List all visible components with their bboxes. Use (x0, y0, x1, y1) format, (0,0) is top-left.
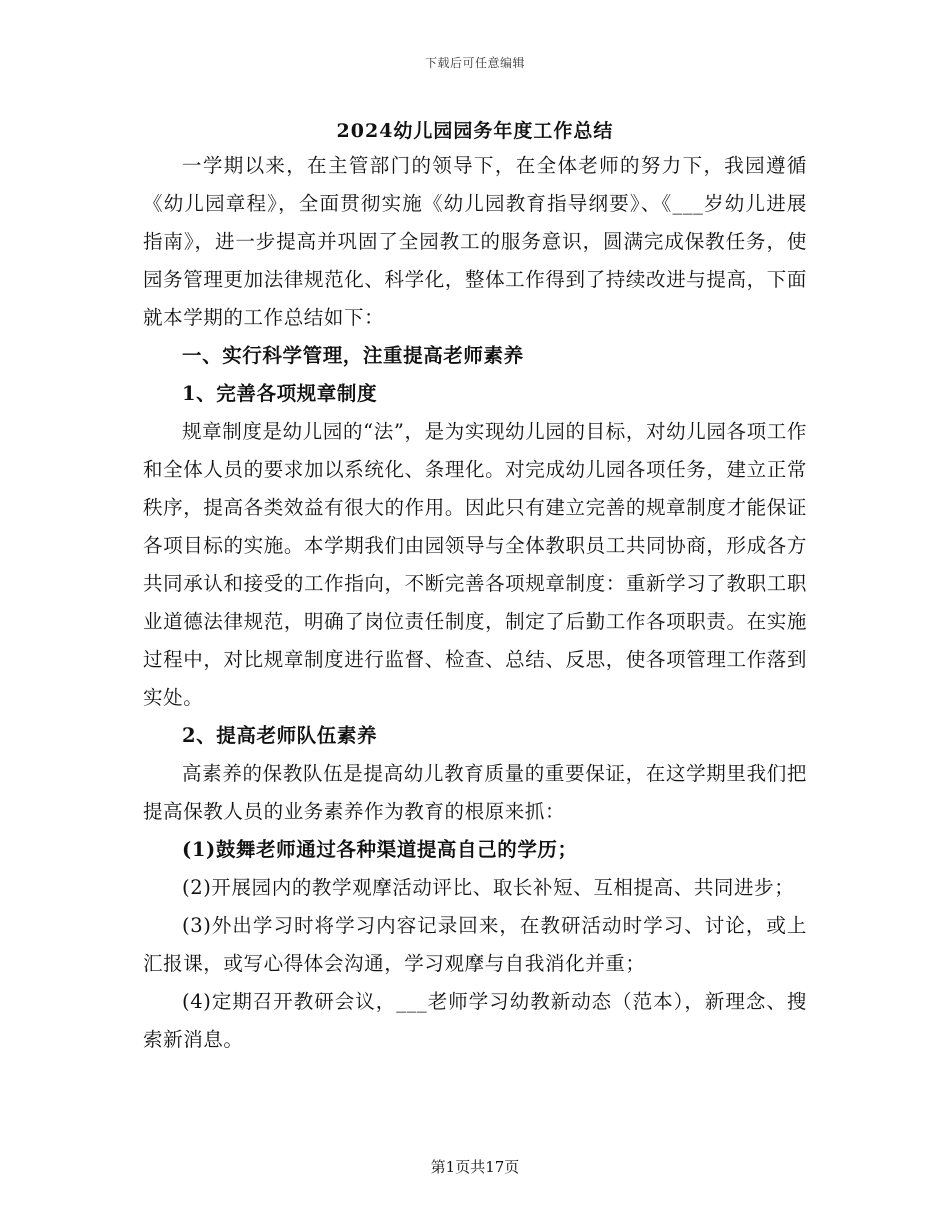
section-heading-1: 一、实行科学管理，注重提高老师素养 (182, 344, 524, 367)
subsection-heading-1: 1、完善各项规章制度 (182, 382, 378, 405)
list-item-2: (2)开展园内的教学观摩活动评比、取长补短、互相提高、共同进步； (182, 876, 795, 899)
list-item-4: (4)定期召开教研会议，___老师学习幼教新动态（范本），新理念、搜索新消息。 (143, 990, 807, 1051)
page-number: 第1页共17页 (430, 1158, 520, 1176)
intro-paragraph: 一学期以来，在主管部门的领导下，在全体老师的努力下，我园遵循《幼儿园章程》，全面贯彻实施《幼儿园教育指导纲要》、《___岁幼儿进展指南》，进一步提高并巩固了全园教工的服务意识，圆满完成保教任务，使园务管理更加法律规范化、科学化，整体工作得到了持续改进与提高，下面就本学期的工作总结如下： (143, 154, 807, 329)
document-title: 2024幼儿园园务年度工作总结 (336, 120, 614, 142)
quality-paragraph: 高素养的保教队伍是提高幼儿教育质量的重要保证，在这学期里我们把提高保教人员的业务素养作为教育的根原来抓： (143, 762, 807, 823)
header-note: 下载后可任意编辑 (424, 56, 525, 70)
rules-paragraph: 规章制度是幼儿园的“法”，是为实现幼儿园的目标，对幼儿园各项工作和全体人员的要求加以系统化、条理化。对完成幼儿园各项任务，建立正常秩序，提高各类效益有很大的作用。因此只有建立完善的规章制度才能保证各项目标的实施。本学期我们由园领导与全体教职员工共同协商，形成各方共同承认和接受的工作指向，不断完善各项规章制度：重新学习了教职工职业道德法律规范，明确了岗位责任制度，制定了后勤工作各项职责。在实施过程中，对比规章制度进行监督、检查、总结、反思，使各项管理工作落到实处。 (143, 420, 807, 709)
document-body (143, 147, 807, 1059)
list-item-3: (3)外出学习时将学习内容记录回来，在教研活动时学习、讨论，或上汇报课，或写心得体会沟通，学习观摩与自我消化并重； (143, 914, 807, 975)
subsection-heading-2: 2、提高老师队伍素养 (182, 724, 378, 747)
list-item-1: (1)鼓舞老师通过各种渠道提高自己的学历； (182, 838, 578, 861)
